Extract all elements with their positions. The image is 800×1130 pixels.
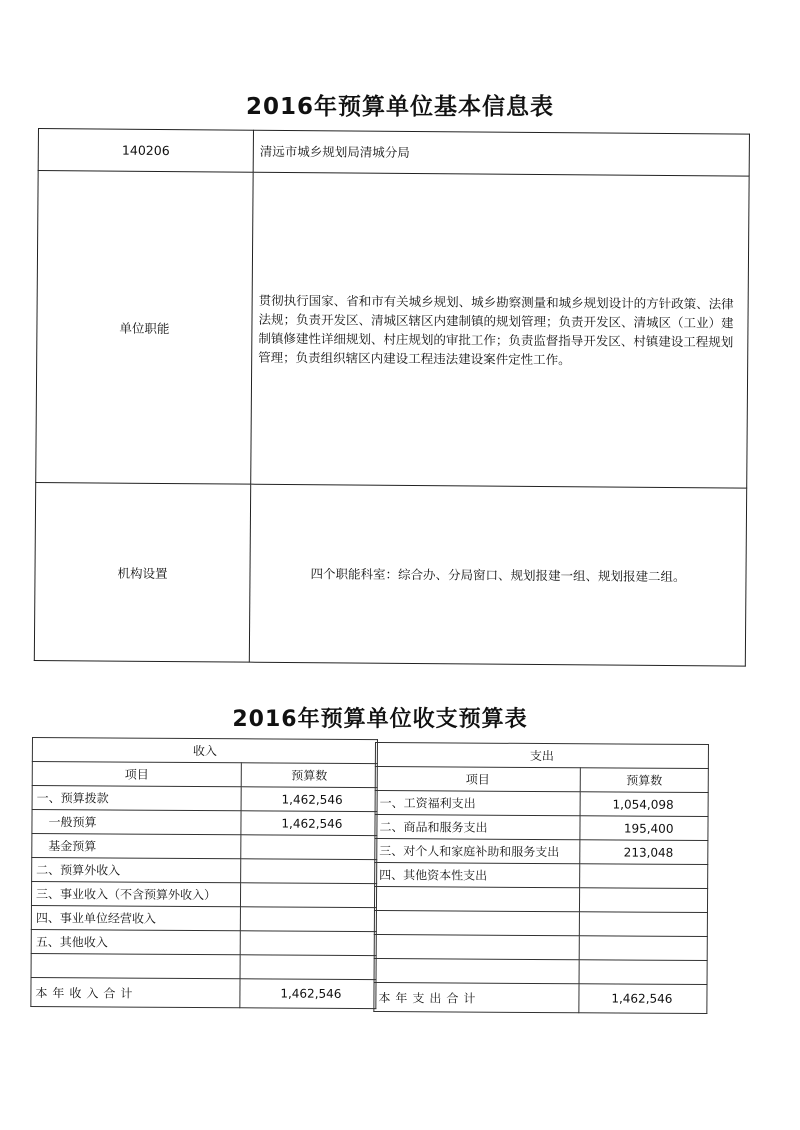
expense-total-amount: 1,462,546 xyxy=(579,984,707,1014)
table-row xyxy=(374,934,707,960)
expense-item: 一、工资福利支出 xyxy=(375,791,580,816)
table-row xyxy=(375,791,708,817)
income-amount: 1,462,546 xyxy=(241,787,377,812)
expense-header: 支出 xyxy=(375,743,708,769)
income-amount xyxy=(241,835,377,860)
income-amount xyxy=(241,859,377,884)
table-row xyxy=(374,958,707,984)
expense-item xyxy=(374,958,579,983)
expense-item xyxy=(374,887,579,912)
expense-amount xyxy=(579,960,707,985)
table-row xyxy=(32,810,377,836)
income-item: 二、预算外收入 xyxy=(32,858,241,883)
expense-amount xyxy=(580,864,708,889)
expense-amount xyxy=(579,888,707,913)
income-amount xyxy=(240,931,376,956)
org-text: 四个职能科室：综合办、分局窗口、规划报建一组、规划报建二组。 xyxy=(249,484,746,666)
expense-col-amount: 预算数 xyxy=(580,768,708,793)
org-label: 机构设置 xyxy=(34,482,250,662)
expense-amount: 195,400 xyxy=(580,816,708,841)
expense-amount xyxy=(579,936,707,961)
unit-name: 清远市城乡规划局清城分局 xyxy=(253,130,749,176)
income-col-item: 项目 xyxy=(32,762,241,787)
income-item: 五、其他收入 xyxy=(31,929,240,954)
expense-item xyxy=(374,910,579,935)
expense-amount: 213,048 xyxy=(580,840,708,865)
expense-item xyxy=(374,934,579,959)
income-table xyxy=(30,737,378,1009)
duties-text: 贯彻执行国家、省和市有关城乡规划、城乡勘察测量和城乡规划设计的方针政策、法律法规；负责开发区、清城区辖区内建制镇的规划管理；负责开发区、清城区（工业）建制镇修建性详细规划、村庄规划的审批工作；负责监督指导开发区、村镇建设工程规划管理；负责组织辖区内建设工程违法建设案件定性工作。 xyxy=(251,172,749,488)
income-col-header-row xyxy=(32,762,377,788)
table-row xyxy=(31,905,376,931)
expense-col-item: 项目 xyxy=(375,767,580,792)
duties-label: 单位职能 xyxy=(36,171,253,485)
unit-code-row xyxy=(38,129,749,177)
income-total-row xyxy=(31,977,376,1008)
table-row xyxy=(374,887,707,913)
table-row xyxy=(374,910,707,936)
org-row xyxy=(34,482,746,666)
income-item: 一般预算 xyxy=(32,810,241,835)
income-amount xyxy=(240,907,376,932)
expense-col-header-row xyxy=(375,767,708,793)
income-item xyxy=(31,953,240,978)
table-row xyxy=(32,834,377,860)
table-row xyxy=(31,882,376,908)
table-row xyxy=(32,858,377,884)
expense-header-row xyxy=(375,743,708,769)
income-item: 一、预算拨款 xyxy=(32,786,241,811)
expense-total-row xyxy=(374,982,707,1013)
info-table-title: 2016年预算单位基本信息表 xyxy=(245,94,554,120)
table-row xyxy=(375,815,708,841)
table-row xyxy=(32,786,377,812)
income-total-amount: 1,462,546 xyxy=(240,979,376,1009)
expense-item: 三、对个人和家庭补助和服务支出 xyxy=(375,839,580,864)
duties-row xyxy=(36,171,749,489)
income-item: 三、事业收入（不含预算外收入） xyxy=(31,882,240,907)
unit-code: 140206 xyxy=(38,129,253,173)
income-total-label: 本年收入合计 xyxy=(31,977,240,1007)
unit-info-table xyxy=(34,128,750,667)
budget-table-title: 2016年预算单位收支预算表 xyxy=(232,707,528,732)
income-col-amount: 预算数 xyxy=(241,763,377,788)
table-row xyxy=(31,953,376,979)
income-item: 四、事业单位经营收入 xyxy=(31,905,240,930)
expense-item: 二、商品和服务支出 xyxy=(375,815,580,840)
income-header-row xyxy=(32,738,377,764)
expense-amount xyxy=(579,912,707,937)
expense-item: 四、其他资本性支出 xyxy=(375,863,580,888)
table-row xyxy=(375,839,708,865)
expense-amount: 1,054,098 xyxy=(580,792,708,817)
table-row xyxy=(375,863,708,889)
expense-table xyxy=(373,742,709,1014)
income-amount xyxy=(240,883,376,908)
income-header: 收入 xyxy=(32,738,377,764)
income-amount xyxy=(240,955,376,980)
table-row xyxy=(31,929,376,955)
income-item: 基金预算 xyxy=(32,834,241,859)
income-amount: 1,462,546 xyxy=(241,811,377,836)
expense-total-label: 本年支出合计 xyxy=(374,982,579,1012)
